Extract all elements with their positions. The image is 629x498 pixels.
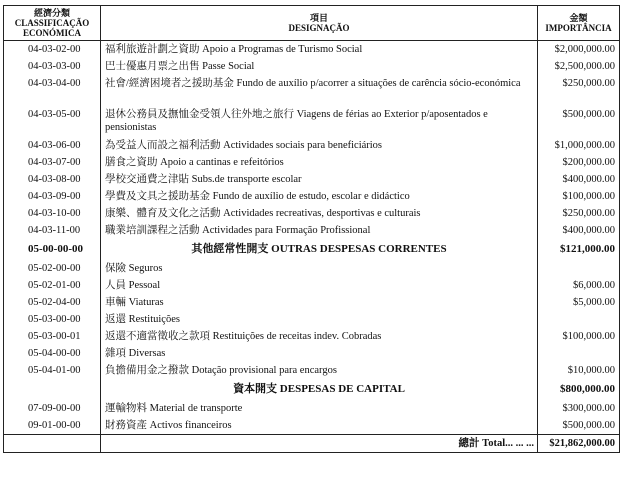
row-code: 04-03-03-00 — [4, 58, 101, 75]
total-label: 總計 Total... ... ... — [101, 435, 538, 453]
row-amount: $300,000.00 — [538, 400, 620, 417]
row-description: 其他經常性開支 OUTRAS DESPESAS CORRENTES — [101, 239, 538, 260]
table-row — [4, 171, 620, 188]
row-description: 返還 Restituições — [101, 311, 538, 328]
table-row — [4, 154, 620, 171]
row-amount: $5,000.00 — [538, 294, 620, 311]
row-code: 04-03-04-00 — [4, 75, 101, 106]
row-description: 負擔備用金之撥款 Dotação provisional para encargos — [101, 362, 538, 379]
header-text: 項目 — [309, 13, 328, 23]
row-code: 05-02-01-00 — [4, 277, 101, 294]
row-description: 資本開支 DESPESAS DE CAPITAL — [101, 379, 538, 400]
table-row — [4, 41, 620, 59]
table-row — [4, 400, 620, 417]
row-description: 為受益人而設之福利活動 Actividades sociais para beneficiários — [101, 137, 538, 154]
row-amount: $121,000.00 — [538, 239, 620, 260]
row-amount — [538, 311, 620, 328]
row-code: 05-00-00-00 — [4, 239, 101, 260]
row-description: 福利旅遊計劃之資助 Apoio a Programas de Turismo Social — [101, 41, 538, 59]
row-amount: $250,000.00 — [538, 75, 620, 106]
row-description: 康樂、體育及文化之活動 Actividades recreativas, desportivas e culturais — [101, 205, 538, 222]
row-amount: $400,000.00 — [538, 222, 620, 239]
row-description: 雜項 Diversas — [101, 345, 538, 362]
row-description: 學費及文具之援助基金 Fundo de auxílio de estudo, escolar e didáctico — [101, 188, 538, 205]
row-code: 05-02-04-00 — [4, 294, 101, 311]
section-row — [4, 379, 620, 400]
table-row — [4, 75, 620, 106]
table-row — [4, 345, 620, 362]
table-row — [4, 294, 620, 311]
total-amount: $21,862,000.00 — [538, 435, 620, 453]
row-amount: $200,000.00 — [538, 154, 620, 171]
row-amount — [538, 345, 620, 362]
row-code: 04-03-09-00 — [4, 188, 101, 205]
row-description: 保險 Seguros — [101, 260, 538, 277]
row-code: 04-03-07-00 — [4, 154, 101, 171]
total-code-cell — [4, 435, 101, 453]
table-row — [4, 188, 620, 205]
table-body — [4, 41, 620, 453]
row-code: 05-03-00-00 — [4, 311, 101, 328]
row-description: 膳食之資助 Apoio a cantinas e refeitórios — [101, 154, 538, 171]
row-description: 巴士優惠月票之出售 Passe Social — [101, 58, 538, 75]
row-code: 04-03-02-00 — [4, 41, 101, 59]
row-amount: $250,000.00 — [538, 205, 620, 222]
row-amount: $100,000.00 — [538, 328, 620, 345]
row-amount: $1,000,000.00 — [538, 137, 620, 154]
table-row — [4, 417, 620, 435]
row-description: 車輛 Viaturas — [101, 294, 538, 311]
row-code: 04-03-06-00 — [4, 137, 101, 154]
table-header — [4, 6, 620, 41]
table-row — [4, 328, 620, 345]
row-amount: $6,000.00 — [538, 277, 620, 294]
row-amount: $2,500,000.00 — [538, 58, 620, 75]
row-amount: $2,000,000.00 — [538, 41, 620, 59]
row-description: 職業培訓課程之活動 Actividades para Formação Profissional — [101, 222, 538, 239]
header-classification — [4, 6, 101, 41]
row-code: 09-01-00-00 — [4, 417, 101, 435]
table-row — [4, 260, 620, 277]
table-row — [4, 137, 620, 154]
header-text: CLASSIFICAÇÃO — [14, 18, 90, 28]
section-row — [4, 239, 620, 260]
row-code: 07-09-00-00 — [4, 400, 101, 417]
table-row — [4, 362, 620, 379]
row-code: 04-03-05-00 — [4, 106, 101, 137]
table-row — [4, 222, 620, 239]
row-description: 學校交通費之津貼 Subs.de transporte escolar — [101, 171, 538, 188]
table-row — [4, 106, 620, 137]
header-designation — [101, 6, 538, 41]
table-row — [4, 205, 620, 222]
row-description: 運輸物料 Material de transporte — [101, 400, 538, 417]
row-code: 05-02-00-00 — [4, 260, 101, 277]
row-code: 05-03-00-01 — [4, 328, 101, 345]
header-text: 金額 — [569, 13, 588, 23]
row-amount — [538, 260, 620, 277]
total-row — [4, 435, 620, 453]
table-row — [4, 58, 620, 75]
table-row — [4, 311, 620, 328]
header-text: ECONÓMICA — [23, 28, 81, 38]
row-description: 退休公務員及撫恤金受領人往外地之旅行 Viagens de férias ao Exterior p/aposentados e pensionistas — [101, 106, 538, 137]
header-text: 經濟分類 — [33, 8, 70, 18]
budget-table — [3, 5, 620, 453]
row-amount: $400,000.00 — [538, 171, 620, 188]
row-amount: $10,000.00 — [538, 362, 620, 379]
row-description: 財務資產 Activos financeiros — [101, 417, 538, 435]
row-code: 05-04-01-00 — [4, 362, 101, 379]
header-amount — [538, 6, 620, 41]
row-amount: $500,000.00 — [538, 106, 620, 137]
row-code: 04-03-08-00 — [4, 171, 101, 188]
header-text: DESIGNAÇÃO — [288, 23, 350, 33]
row-code: 04-03-11-00 — [4, 222, 101, 239]
row-code: 05-04-00-00 — [4, 345, 101, 362]
row-description: 人員 Pessoal — [101, 277, 538, 294]
row-amount: $800,000.00 — [538, 379, 620, 400]
row-description: 返還不適當徵收之款項 Restituições de receitas indev. Cobradas — [101, 328, 538, 345]
table-row — [4, 277, 620, 294]
row-code: 04-03-10-00 — [4, 205, 101, 222]
row-code — [4, 379, 101, 400]
row-description: 社會/經濟困境者之援助基金 Fundo de auxílio p/acorrer a situações de carência sócio-económica — [101, 75, 538, 106]
row-amount: $100,000.00 — [538, 188, 620, 205]
row-amount: $500,000.00 — [538, 417, 620, 435]
header-text: IMPORTÂNCIA — [545, 23, 612, 33]
